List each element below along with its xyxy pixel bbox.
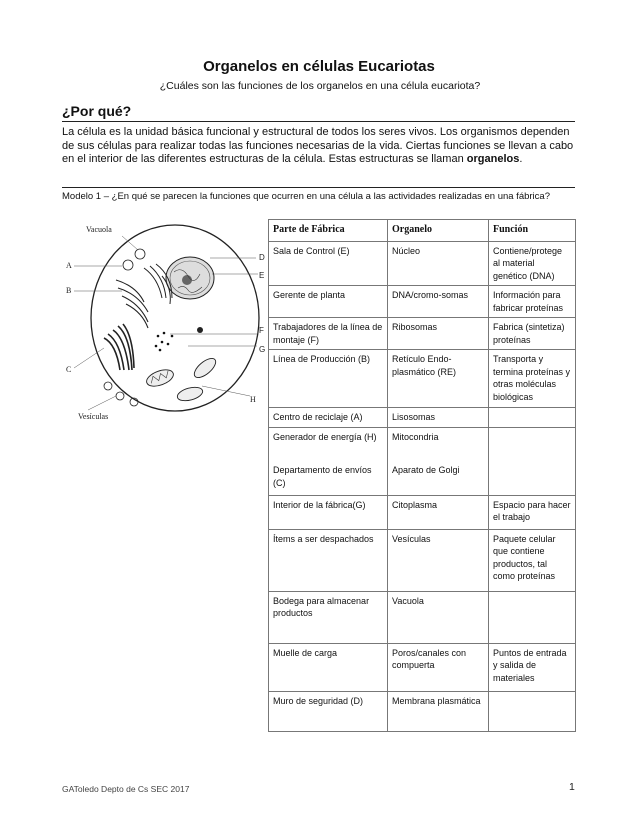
cell-parte: Muelle de carga: [269, 643, 388, 691]
table-row: [269, 427, 576, 461]
footer-credit: GAToledo Depto de Cs SEC 2017: [62, 784, 190, 794]
label-vesiculas: Vesículas: [78, 412, 109, 421]
cell-organelo: DNA/cromo-somas: [388, 286, 489, 318]
label-e: E: [259, 271, 265, 280]
column-header: Función: [489, 220, 576, 242]
cell-funcion: Paquete celular que contiene productos, tal como proteínas: [489, 529, 576, 591]
cell-parte: Centro de reciclaje (A): [269, 408, 388, 428]
cell-funcion: Espacio para hacer el trabajo: [489, 495, 576, 529]
table-row: [269, 350, 576, 408]
table-row: [269, 461, 576, 495]
label-a: A: [66, 261, 72, 270]
cell-funcion: Información para fabricar proteínas: [489, 286, 576, 318]
divider: [62, 187, 575, 188]
cell-parte: Línea de Producción (B): [269, 350, 388, 408]
cell-parte: Departamento de envíos (C): [269, 461, 388, 495]
divider: [62, 121, 575, 122]
vacuole: [135, 249, 145, 259]
label-f: F: [259, 326, 264, 335]
model-question: Modelo 1 – ¿En qué se parecen la funciones que ocurren en una célula a las actividades realizadas en una fábrica?: [62, 191, 550, 202]
page-number: 1: [569, 781, 575, 793]
cell-organelo: Vesículas: [388, 529, 489, 591]
page-title: Organelos en células Eucariotas: [203, 58, 435, 75]
table-row: [269, 241, 576, 286]
cell-organelo: Mitocondria: [388, 427, 489, 461]
cell-organelo: Ribosomas: [388, 318, 489, 350]
cell-organelo: Citoplasma: [388, 495, 489, 529]
cell-funcion: [489, 427, 576, 461]
cell-organelo: Lisosomas: [388, 408, 489, 428]
table-row: [269, 286, 576, 318]
section-heading-why: ¿Por qué?: [62, 103, 132, 119]
golgi-apparatus: [104, 324, 134, 370]
cell-parte: Gerente de planta: [269, 286, 388, 318]
cell-membrane: [91, 225, 259, 411]
cell-funcion: Contiene/protege al material genético (DNA): [489, 241, 576, 286]
table-row: [269, 591, 576, 643]
vacuole: [123, 260, 133, 270]
table-row: [269, 495, 576, 529]
table-row: [269, 691, 576, 731]
table-row: [269, 318, 576, 350]
cell-organelo: Aparato de Golgi: [388, 461, 489, 495]
label-b: B: [66, 286, 72, 295]
cell-organelo: Vacuola: [388, 591, 489, 643]
cell-parte: Generador de energía (H): [269, 427, 388, 461]
mitochondrion: [191, 355, 219, 381]
label-h: H: [250, 395, 256, 404]
intro-text: La célula es la unidad básica funcional y estructural de todos los seres vivos. Los organismos dependen de sus células para realizar todas las funciones necesarias de la vida. Ciertas funciones se llevan a cabo en el interior de las diferentes estructuras de la célula. Estas estructuras se llaman: [62, 126, 574, 165]
cell-funcion: [489, 408, 576, 428]
label-vacuola: Vacuola: [86, 225, 112, 234]
table-header-row: [269, 220, 576, 242]
cell-funcion: [489, 461, 576, 495]
cell-organelo: Retículo Endo-plasmático (RE): [388, 350, 489, 408]
label-c: C: [66, 365, 72, 374]
vesicle: [116, 392, 124, 400]
column-header: Organelo: [388, 220, 489, 242]
mitochondrion: [176, 385, 204, 403]
vesicle: [104, 382, 112, 390]
intro-bold-term: organelos: [466, 153, 520, 165]
cell-funcion: [489, 691, 576, 731]
organelle-table: [268, 219, 576, 732]
cell-funcion: [489, 591, 576, 643]
intro-period: .: [519, 153, 523, 165]
mitochondrion: [144, 367, 175, 390]
nucleolus: [182, 275, 192, 285]
cell-parte: Interior de la fábrica(G): [269, 495, 388, 529]
label-d: D: [259, 253, 265, 262]
page-subtitle: ¿Cuáles son las funciones de los organelos en una célula eucariota?: [159, 80, 481, 92]
label-g: G: [259, 345, 266, 354]
cell-organelo: Poros/canales con compuerta: [388, 643, 489, 691]
table-row: [269, 643, 576, 691]
cell-diagram: [60, 218, 275, 430]
lysosome: [197, 327, 203, 333]
column-header: Parte de Fábrica: [269, 220, 388, 242]
cell-parte: Sala de Control (E): [269, 241, 388, 286]
cell-funcion: Transporta y termina proteínas y otras moléculas biológicas: [489, 350, 576, 408]
cell-organelo: Núcleo: [388, 241, 489, 286]
cell-organelo: Membrana plasmática: [388, 691, 489, 731]
cell-parte: Muro de seguridad (D): [269, 691, 388, 731]
table-row: [269, 408, 576, 428]
cell-funcion: Puntos de entrada y salida de materiales: [489, 643, 576, 691]
cell-parte: Bodega para almacenar productos: [269, 591, 388, 643]
cell-parte: Trabajadores de la línea de montaje (F): [269, 318, 388, 350]
cell-funcion: Fabrica (sintetiza) proteínas: [489, 318, 576, 350]
endoplasmic-reticulum: [116, 280, 148, 328]
cell-parte: Ítems a ser despachados: [269, 529, 388, 591]
table-row: [269, 529, 576, 591]
intro-paragraph: [62, 126, 575, 167]
